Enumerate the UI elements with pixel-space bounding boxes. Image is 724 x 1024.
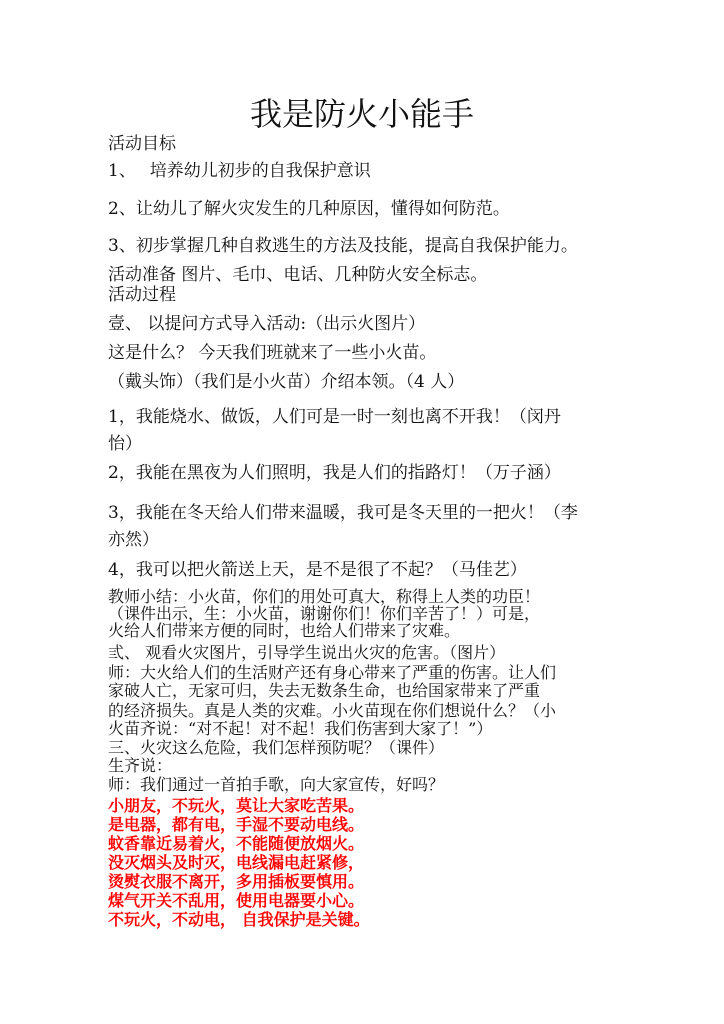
paragraph-line: 师：大火给人们的生活财产还有身心带来了严重的伤害。让人们 xyxy=(108,663,557,682)
paragraph-line: 火给人们带来方便的同时，也给人们带来了灾难。 xyxy=(108,621,461,640)
song-line: 是电器，都有电，手湿不要动电线。 xyxy=(108,815,365,834)
preparation-line: 活动准备 图片、毛巾、电话、几种防火安全标志。 xyxy=(108,265,488,285)
paragraph-line: 3，我能在冬天给人们带来温暖，我可是冬天里的一把火！（李 xyxy=(108,503,578,523)
paragraph-line: 亦然） xyxy=(108,530,159,550)
step-one: 壹、 以提问方式导入活动:（出示火图片） xyxy=(108,314,426,334)
paragraph-line: 怡） xyxy=(108,434,142,454)
step-two: 弎、 观看火灾图片，引导学生说出火灾的危害。（图片） xyxy=(108,643,506,662)
paragraph-line: 教师小结：小火苗，你们的用处可真大，称得上人类的功臣！ xyxy=(108,587,541,606)
paragraph-line: 师：我们通过一首拍手歌，向大家宣传，好吗？ xyxy=(108,775,445,794)
paragraph-line: （课件出示，生：小火苗，谢谢你们！你们辛苦了！）可是， xyxy=(108,604,541,623)
song-line: 煤气开关不乱用，使用电器要小心。 xyxy=(108,891,365,910)
paragraph-line: 火苗齐说：“对不起！对不起！我们伤害到大家了！”） xyxy=(108,719,493,738)
paragraph-line: 2，我能在黑夜为人们照明，我是人们的指路灯！（万子涵） xyxy=(108,463,561,483)
goal-item-2: 2、让幼儿了解火灾发生的几种原因，懂得如何防范。 xyxy=(108,199,510,219)
goal-item-1: 1、 培养幼儿初步的自我保护意识 xyxy=(108,161,371,181)
paragraph-line: 生齐说： xyxy=(108,756,173,775)
song-line: 烫熨衣服不离开，多用插板要慎用。 xyxy=(108,872,365,891)
song-line: 没灭烟头及时灭，电线漏电赶紧修， xyxy=(108,853,365,872)
song-line: 蚊香靠近易着火，不能随便放烟火。 xyxy=(108,834,365,853)
paragraph-line: 的经济损失。真是人类的灾难。小火苗现在你们想说什么？（小 xyxy=(108,701,557,720)
document-title: 我是防火小能手 xyxy=(249,95,474,133)
song-line: 不玩火，不动电， 自我保护是关键。 xyxy=(108,910,370,929)
goal-item-3: 3、初步掌握几种自救逃生的方法及技能，提高自我保护能力。 xyxy=(108,236,578,256)
section-heading-goals: 活动目标 xyxy=(108,134,176,154)
paragraph-line: 家破人亡，无家可归，失去无数条生命，也给国家带来了严重 xyxy=(108,681,541,700)
paragraph-line: 4，我可以把火箭送上天，是不是很了不起？（马佳艺） xyxy=(108,560,527,580)
step-three: 三、火灾这么危险，我们怎样预防呢？（课件） xyxy=(108,738,445,757)
paragraph-line: 1，我能烧水、做饭，人们可是一时一刻也离不开我！（闵丹 xyxy=(108,407,561,427)
paragraph-line: 这是什么？ 今天我们班就来了一些小火苗。 xyxy=(108,343,437,363)
song-line: 小朋友，不玩火，莫让大家吃苦果。 xyxy=(108,796,365,815)
section-heading-process: 活动过程 xyxy=(108,285,176,305)
paragraph-line: （戴头饰）（我们是小火苗）介绍本领。（4 人） xyxy=(108,372,465,392)
